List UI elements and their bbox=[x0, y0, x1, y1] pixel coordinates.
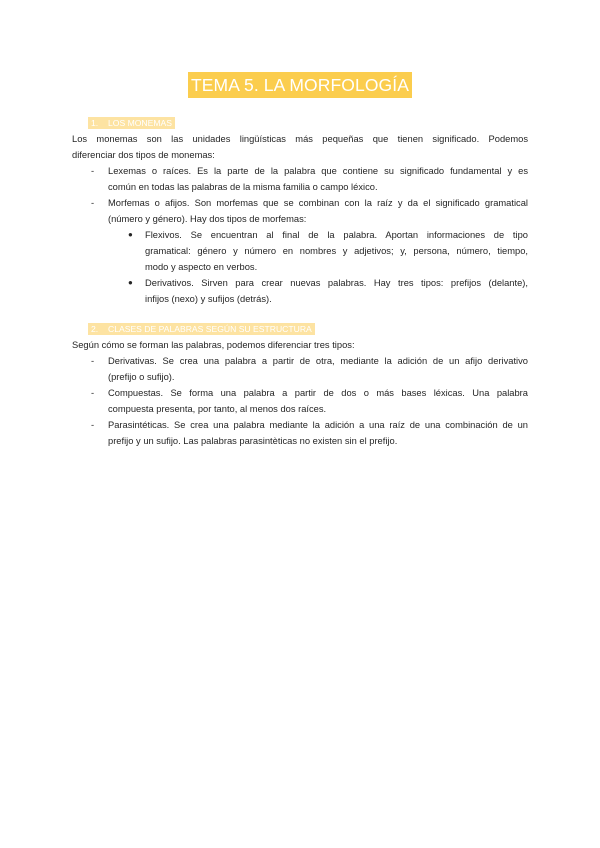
section-heading-1 bbox=[88, 117, 175, 129]
paragraph-line: diferenciar dos tipos de monemas: bbox=[72, 150, 215, 160]
sublist-item-line: Derivativos. Sirven para crear nuevas palabras. Hay tres tipos: prefijos (delante), bbox=[145, 278, 528, 288]
sublist-item-line: gramatical: género y número en nombres y adjetivos; y, persona, número, tiempo, bbox=[145, 246, 528, 256]
paragraph-line: Los monemas son las unidades lingüísticas más pequeñas que tienen significado. Podemos bbox=[72, 134, 528, 144]
section-heading-text: LOS MONEMAS bbox=[108, 118, 172, 128]
paragraph-line: Según cómo se forman las palabras, podemos diferenciar tres tipos: bbox=[72, 340, 355, 350]
list-item-line: compuesta presenta, por tanto, al menos dos raíces. bbox=[108, 404, 327, 414]
list-item-line: Compuestas. Se forma una palabra a partir de dos o más bases léxicas. Una palabra bbox=[108, 388, 528, 398]
list-item-line: Parasintéticas. Se crea una palabra mediante la adición a una raíz de una combinación de un bbox=[108, 420, 528, 430]
sublist-item-line: modo y aspecto en verbos. bbox=[145, 262, 258, 272]
list-marker: - bbox=[91, 198, 95, 208]
list-item-line: Lexemas o raíces. Es la parte de la palabra que contiene su significado fundamental y es bbox=[108, 166, 528, 176]
list-marker: - bbox=[91, 356, 95, 366]
title-row bbox=[0, 72, 600, 98]
list-item-line: Derivativas. Se crea una palabra a partir de otra, mediante la adición de un afijo derivativo bbox=[108, 356, 528, 366]
list-item-line: común en todas las palabras de la misma familia o campo léxico. bbox=[108, 182, 378, 192]
list-item-line: prefijo y un sufijo. Las palabras parasintèticas no existen sin el prefijo. bbox=[108, 436, 398, 446]
list-item-line: Morfemas o afijos. Son morfemas que se combinan con la raíz y da el significado gramatical bbox=[108, 198, 528, 208]
bullet-icon: ● bbox=[128, 278, 133, 287]
section-number: 2. bbox=[91, 324, 99, 334]
list-marker: - bbox=[91, 388, 95, 398]
sublist-item-line: infijos (nexo) y sufijos (detrás). bbox=[145, 294, 272, 304]
list-marker: - bbox=[91, 420, 95, 430]
sublist-item-line: Flexivos. Se encuentran al final de la palabra. Aportan informaciones de tipo bbox=[145, 230, 528, 240]
list-item-line: (prefijo o sufijo). bbox=[108, 372, 175, 382]
bullet-icon: ● bbox=[128, 230, 133, 239]
list-item-line: (número y género). Hay dos tipos de morfemas: bbox=[108, 214, 307, 224]
section-heading-2 bbox=[88, 323, 315, 335]
page-title: TEMA 5. LA MORFOLOGÍA bbox=[188, 72, 412, 98]
section-heading-text: CLASES DE PALABRAS SEGÚN SU ESTRUCTURA bbox=[108, 324, 312, 334]
list-marker: - bbox=[91, 166, 95, 176]
section-number: 1. bbox=[91, 118, 99, 128]
